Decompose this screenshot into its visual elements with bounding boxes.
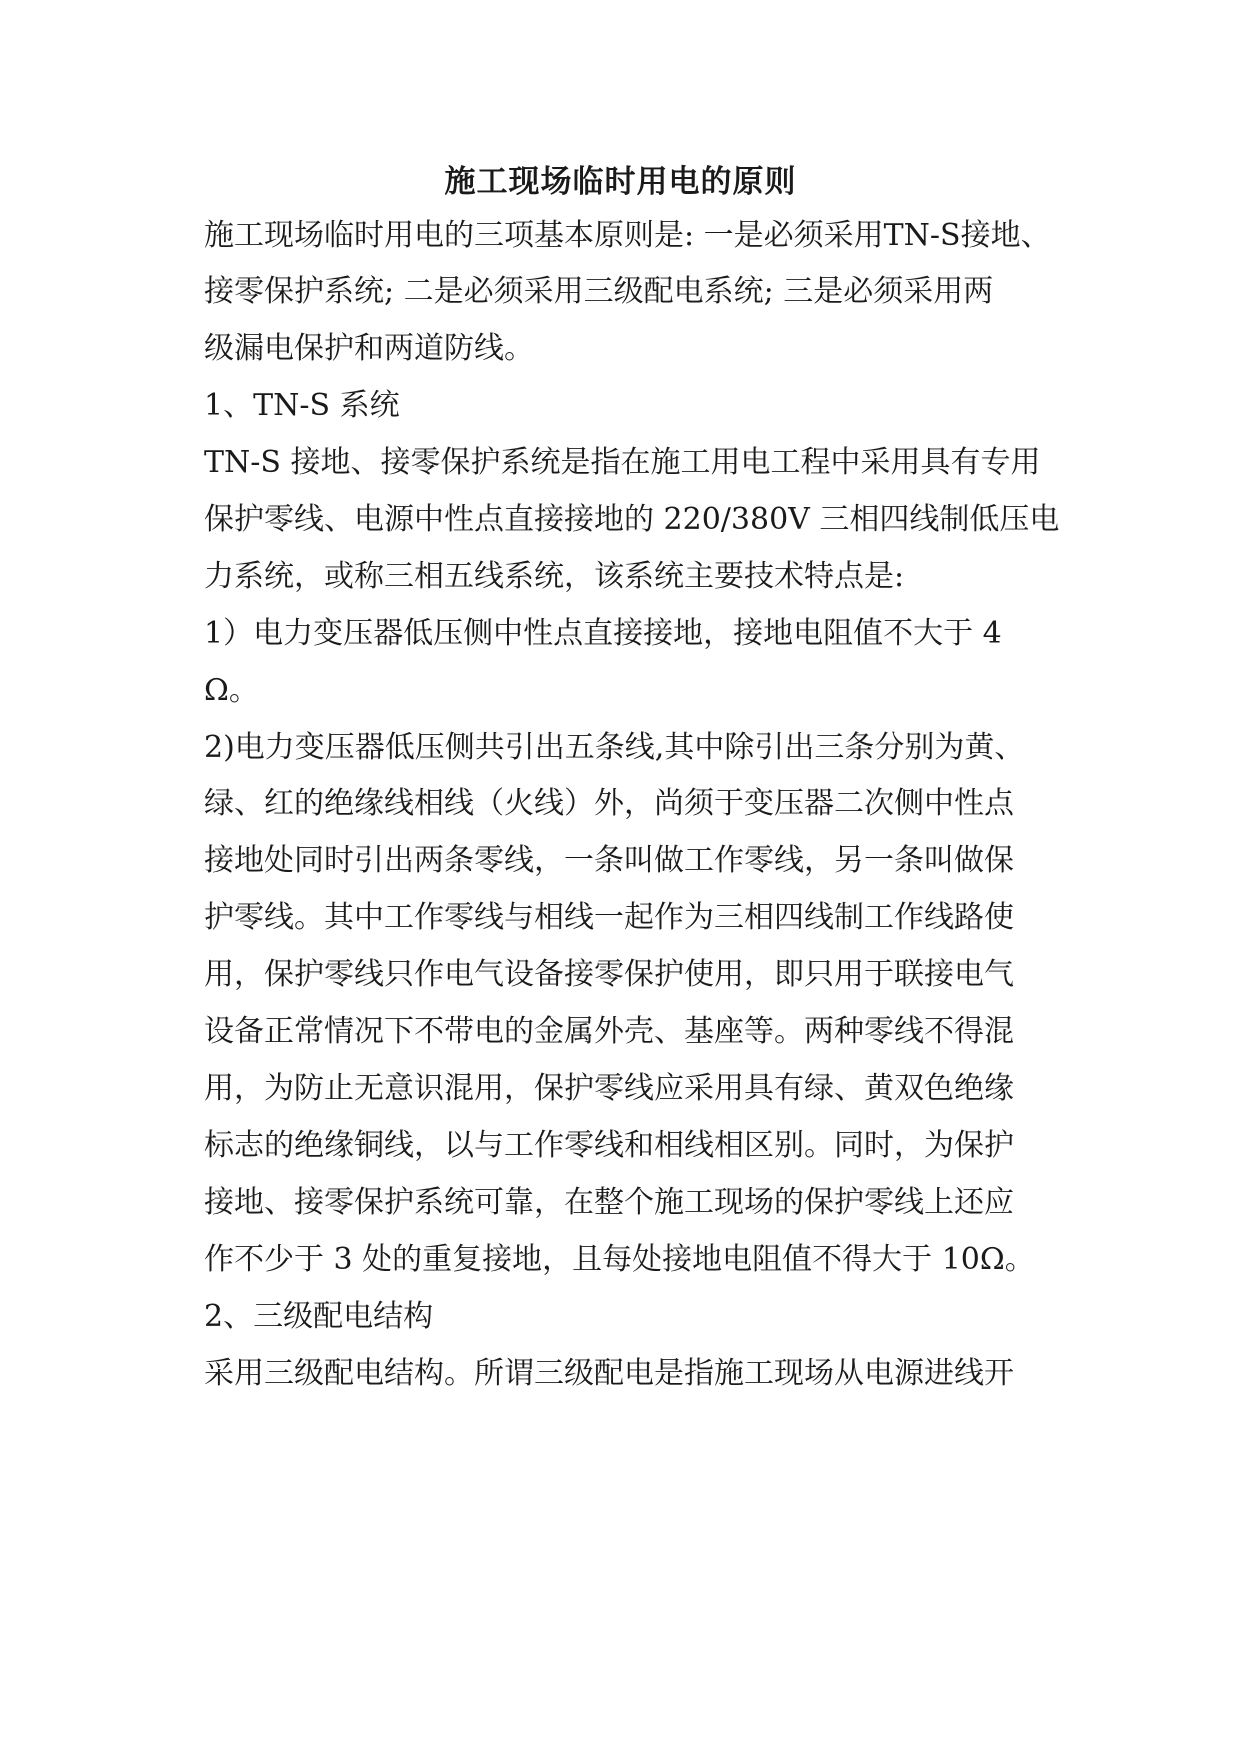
paragraph-line: 保护零线、电源中性点直接接地的 220/380V 三相四线制低压电	[204, 502, 1060, 537]
paragraph-line: TN-S 接地、接零保护系统是指在施工用电工程中采用具有专用	[204, 445, 1041, 480]
section-heading: 1、TN-S 系统	[204, 388, 400, 423]
paragraph-line: 接地处同时引出两条零线，一条叫做工作零线，另一条叫做保	[204, 843, 1014, 878]
paragraph-line: 作不少于 3 处的重复接地，且每处接地电阻值不得大于 10Ω。	[204, 1242, 1035, 1277]
paragraph-line: 标志的绝缘铜线，以与工作零线和相线相区别。同时，为保护	[204, 1128, 1014, 1163]
paragraph-line: 用，保护零线只作电气设备接零保护使用，即只用于联接电气	[204, 957, 1014, 992]
paragraph-line: 护零线。其中工作零线与相线一起作为三相四线制工作线路使	[204, 900, 1014, 935]
paragraph-line: 2)电力变压器低压侧共引出五条线,其中除引出三条分别为黄、	[204, 730, 1025, 765]
section-heading: 2、三级配电结构	[204, 1299, 434, 1334]
paragraph-line: 施工现场临时用电的三项基本原则是: 一是必须采用TN-S接地、	[204, 218, 1051, 253]
document-title: 施工现场临时用电的原则	[444, 164, 797, 200]
paragraph-line: 绿、红的绝缘线相线（火线）外，尚须于变压器二次侧中性点	[204, 786, 1014, 821]
paragraph-line: 用，为防止无意识混用，保护零线应采用具有绿、黄双色绝缘	[204, 1071, 1014, 1106]
paragraph-line: 接地、接零保护系统可靠，在整个施工现场的保护零线上还应	[204, 1185, 1014, 1220]
paragraph-line: 级漏电保护和两道防线。	[204, 331, 534, 366]
paragraph-line: 接零保护系统; 二是必须采用三级配电系统; 三是必须采用两	[204, 274, 994, 309]
paragraph-line: 力系统，或称三相五线系统，该系统主要技术特点是:	[204, 559, 905, 594]
paragraph-line: 设备正常情况下不带电的金属外壳、基座等。两种零线不得混	[204, 1014, 1014, 1049]
paragraph-line: Ω。	[204, 673, 259, 708]
paragraph-line: 采用三级配电结构。所谓三级配电是指施工现场从电源进线开	[204, 1356, 1014, 1391]
paragraph-line: 1）电力变压器低压侧中性点直接接地，接地电阻值不大于 4	[204, 616, 1002, 651]
